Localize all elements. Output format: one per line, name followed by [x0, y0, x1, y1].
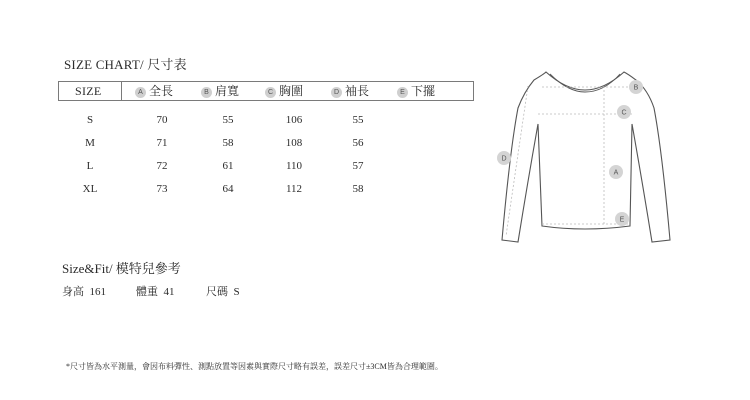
- value-cell: 64: [222, 183, 234, 195]
- table-row: [58, 114, 458, 130]
- diagram-label-a: A: [613, 169, 619, 177]
- value-cell: 55: [352, 114, 364, 126]
- model-size: [206, 283, 240, 299]
- garment-diagram: [494, 60, 700, 246]
- diagram-label-d: D: [501, 155, 507, 163]
- size-cell: M: [85, 137, 95, 149]
- size-fit-title: Size&Fit/ 模特兒參考: [62, 261, 181, 276]
- column-header-hem: [397, 82, 435, 100]
- size-cell: S: [86, 114, 94, 126]
- column-label: 下擺: [411, 84, 436, 98]
- column-label: 胸圍: [279, 84, 304, 98]
- size-chart-title: SIZE CHART/ 尺寸表: [64, 57, 187, 72]
- height-value: 161: [89, 286, 106, 298]
- column-header-length: [135, 82, 173, 100]
- value-cell: 72: [156, 160, 168, 172]
- size-cell: XL: [82, 183, 98, 195]
- measurement-note: *尺寸皆為水平測量，會因布料彈性、測點放置等因素與實際尺寸略有誤差，誤差尺寸±3CM皆為合理範圍。: [66, 362, 443, 371]
- value-cell: 58: [352, 183, 364, 195]
- diagram-label-b: B: [633, 84, 639, 92]
- table-row: [58, 183, 458, 199]
- value-cell: 71: [156, 137, 168, 149]
- value-cell: 58: [222, 137, 234, 149]
- diagram-label-c: C: [621, 109, 627, 117]
- header-divider: [121, 82, 122, 100]
- value-cell: 56: [352, 137, 364, 149]
- weight-value: 41: [163, 286, 175, 298]
- value-cell: 110: [285, 160, 303, 172]
- model-height: [62, 283, 106, 299]
- weight-label: 體重: [136, 286, 158, 298]
- column-label: 全長: [149, 84, 174, 98]
- value-cell: 73: [156, 183, 168, 195]
- model-weight: [136, 283, 175, 299]
- badge-b: B: [201, 87, 212, 98]
- badge-e: E: [397, 87, 408, 98]
- size-cell: L: [86, 160, 94, 172]
- value-cell: 61: [222, 160, 234, 172]
- size-column-header: SIZE: [75, 84, 102, 98]
- garment-outline: [502, 72, 670, 242]
- size-table-header: [58, 81, 474, 101]
- value-cell: 55: [222, 114, 234, 126]
- column-label: 肩寬: [215, 84, 240, 98]
- table-row: [58, 137, 458, 153]
- badge-c: C: [265, 87, 276, 98]
- height-label: 身高: [62, 286, 84, 298]
- badge-d: D: [331, 87, 342, 98]
- diagram-label-e: E: [619, 216, 625, 224]
- column-header-chest: [265, 82, 303, 100]
- model-size-label: 尺碼: [206, 286, 228, 298]
- value-cell: 112: [285, 183, 303, 195]
- column-label: 袖長: [345, 84, 370, 98]
- value-cell: 108: [285, 137, 303, 149]
- model-size-value: S: [233, 286, 240, 298]
- column-header-sleeve: [331, 82, 369, 100]
- column-header-shoulder: [201, 82, 239, 100]
- value-cell: 106: [285, 114, 303, 126]
- value-cell: 70: [156, 114, 168, 126]
- value-cell: 57: [352, 160, 364, 172]
- table-row: [58, 160, 458, 176]
- badge-a: A: [135, 87, 146, 98]
